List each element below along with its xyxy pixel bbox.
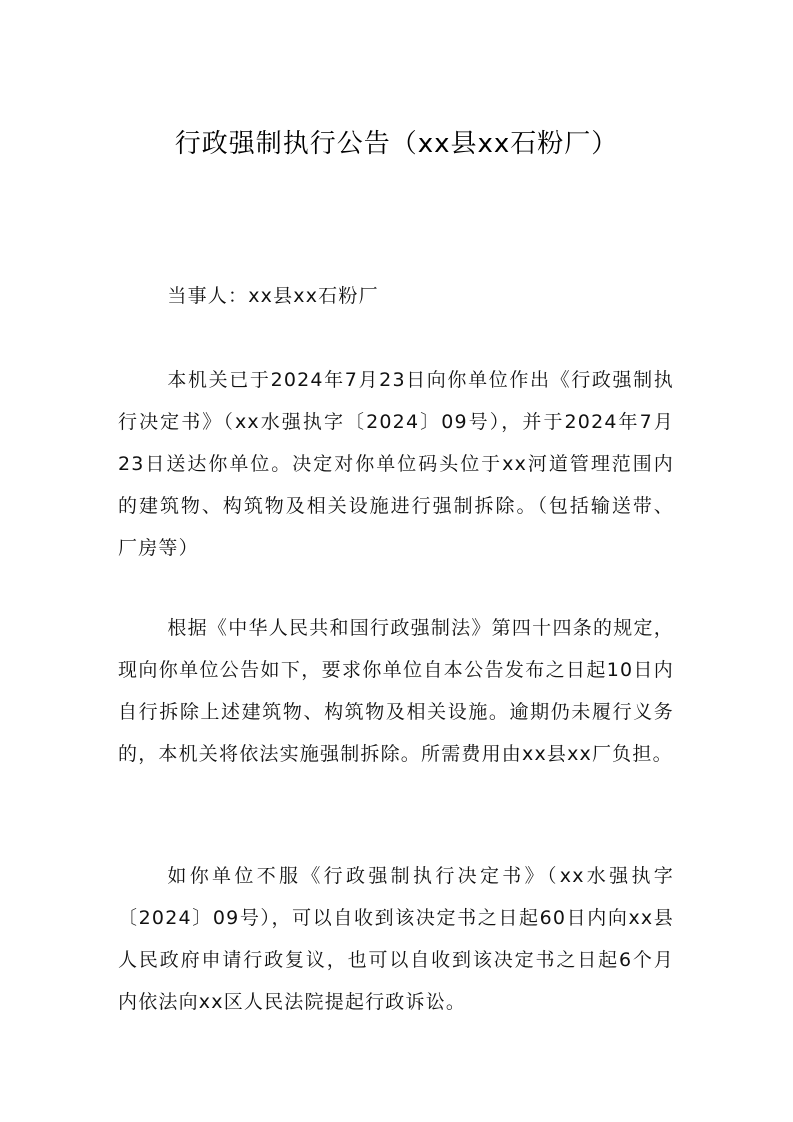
paragraph-appeal-rights: 如你单位不服《行政强制执行决定书》（xx水强执字〔2024〕09号），可以自收到该决定书之日起60日内向xx县人民政府申请行政复议，也可以自收到该决定书之日起6个月内依法向xx区人民法院提起行政诉讼。: [118, 865, 674, 1013]
party-line: 当事人：xx县xx石粉厂: [167, 285, 379, 307]
paragraph-decision: 本机关已于2024年7月23日向你单位作出《行政强制执行决定书》（xx水强执字〔2024〕09号），并于2024年7月23日送达你单位。决定对你单位码头位于xx河道管理范围内的建筑物、构筑物及相关设施进行强制拆除。（包括输送带、厂房等）: [118, 369, 674, 559]
document-title: 行政强制执行公告（xx县xx石粉厂）: [174, 129, 619, 159]
paragraph-notice: 根据《中华人民共和国行政强制法》第四十四条的规定，现向你单位公告如下，要求你单位自本公告发布之日起10日内自行拆除上述建筑物、构筑物及相关设施。逾期仍未履行义务的，本机关将依法实施强制拆除。所需费用由xx县xx厂负担。: [118, 617, 674, 765]
